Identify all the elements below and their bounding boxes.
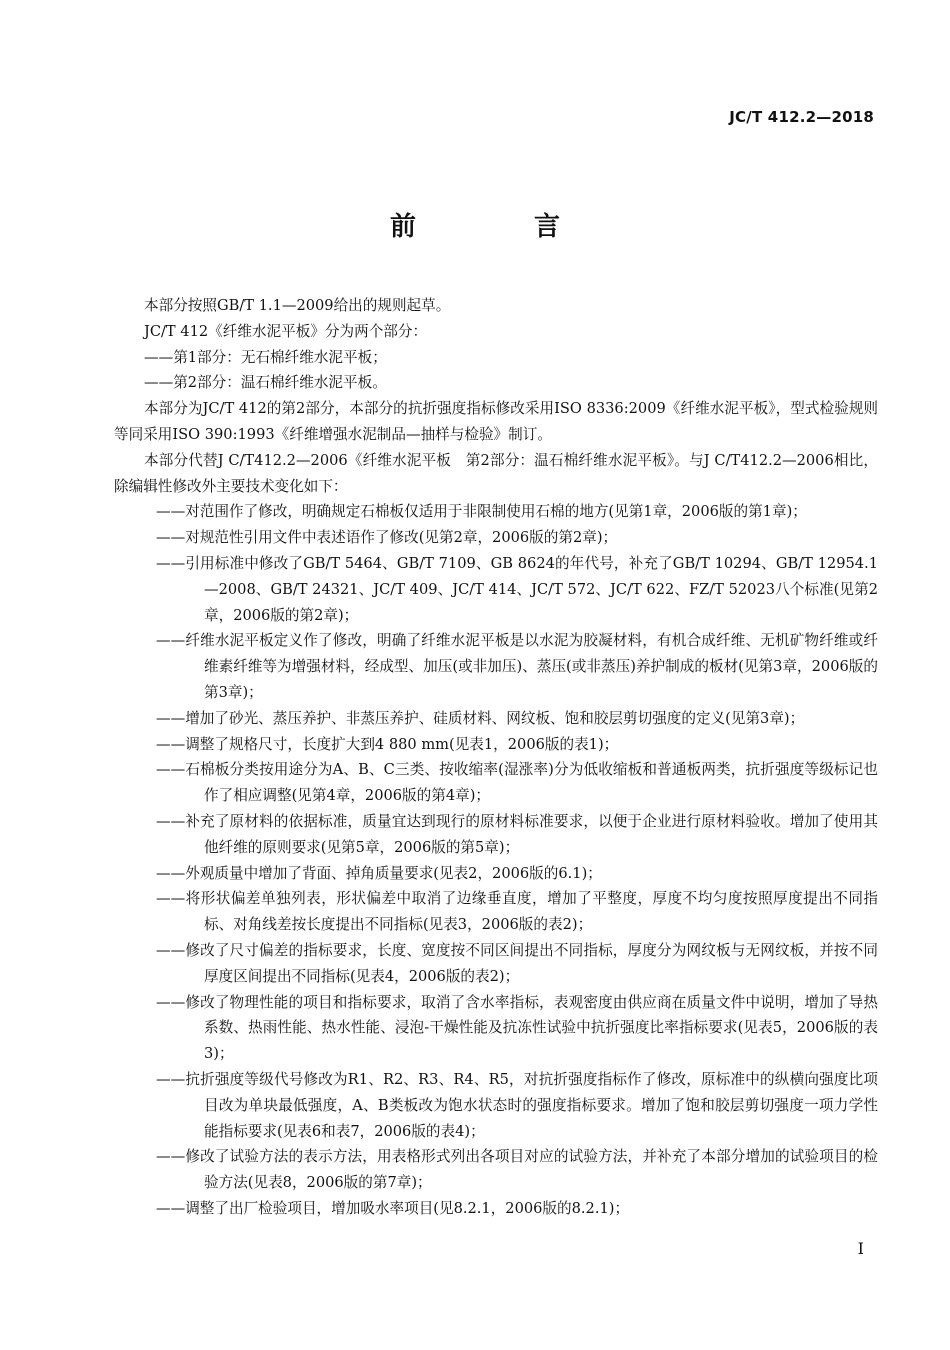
paragraph-part-2: ——第2部分：温石棉纤维水泥平板。 [144,374,387,392]
paragraph-replacement: 本部分代替J C/T412.2—2006《纤维水泥平板 第2部分：温石棉纤维水泥平板》。与J C/T412.2—2006相比，除编辑性修改外主要技术变化如下： [114,451,878,495]
change-item: ——对范围作了修改，明确规定石棉板仅适用于非限制使用石棉的地方(见第1章，2006版的第1章)； [156,503,807,521]
change-item: ——抗折强度等级代号修改为R1、R2、R3、R4、R5，对抗折强度指标作了修改，原标准中的纵横向强度比项目改为单块最低强度，A、B类板改为饱水状态时的强度指标要求。增加了饱和胶层剪切强度一项力学性能指标要求(见表6和表7，2006版的表4)； [156,1070,878,1140]
change-item: ——对规范性引用文件中表述语作了修改(见第2章，2006版的第2章)； [156,529,618,547]
paragraph-parts-intro: JC/T 412《纤维水泥平板》分为两个部分： [144,322,428,340]
change-item: ——增加了砂光、蒸压养护、非蒸压养护、硅质材料、网纹板、饱和胶层剪切强度的定义(见第3章)； [156,709,805,727]
change-item: ——修改了物理性能的项目和指标要求，取消了含水率指标，表观密度由供应商在质量文件中说明，增加了导热系数、热雨性能、热水性能、浸泡-干燥性能及抗冻性试验中抗折强度比率指标要求(见表5，2006版的表3)； [156,993,878,1063]
change-item: ——纤维水泥平板定义作了修改，明确了纤维水泥平板是以水泥为胶凝材料，有机合成纤维、无机矿物纤维或纤维素纤维等为增强材料，经成型、加压(或非加压)、蒸压(或非蒸压)养护制成的板材(见第3章，2006版的第3章)； [156,632,878,701]
change-item: ——调整了规格尺寸，长度扩大到4 880 mm(见表1，2006版的表1)； [156,735,619,753]
paragraph-adoption: 本部分为JC/T 412的第2部分，本部分的抗折强度指标修改采用ISO 8336:2009《纤维水泥平板》，型式检验规则等同采用ISO 390:1993《纤维增强水泥制品—抽样与检验》制订。 [114,400,878,443]
change-item: ——修改了尺寸偏差的指标要求，长度、宽度按不同区间提出不同指标，厚度分为网纹板与无网纹板，并按不同厚度区间提出不同指标(见表4，2006版的表2)； [156,941,878,985]
paragraph-part-1: ——第1部分：无石棉纤维水泥平板； [144,348,387,366]
change-item: ——引用标准中修改了GB/T 5464、GB/T 7109、GB 8624的年代号，补充了GB/T 10294、GB/T 12954.1—2008、GB/T 24321、JC/T 409、JC/T 414、JC/T 572、JC/T 622、FZ/T 52023八个标准(见第2章，2006版的第2章)； [156,554,878,624]
change-item: ——修改了试验方法的表示方法，用表格形式列出各项目对应的试验方法，并补充了本部分增加的试验项目的检验方法(见表8，2006版的第7章)； [156,1148,878,1192]
change-item: ——石棉板分类按用途分为A、B、C三类、按收缩率(湿涨率)分为低收缩板和普通板两类，抗折强度等级标记也作了相应调整(见第4章，2006版的第4章)； [156,761,878,805]
change-item: ——外观质量中增加了背面、掉角质量要求(见表2，2006版的6.1)； [156,864,602,882]
change-item: ——将形状偏差单独列表，形状偏差中取消了边缘垂直度，增加了平整度，厚度不均匀度按照厚度提出不同指标、对角线差按长度提出不同指标(见表3，2006版的表2)； [156,890,878,934]
change-item: ——调整了出厂检验项目，增加吸水率项目(见8.2.1，2006版的8.2.1)； [156,1199,630,1217]
paragraph-drafting-rule: 本部分按照GB/T 1.1—2009给出的规则起草。 [144,297,451,314]
page-title: 前 言 [389,212,606,242]
change-item: ——补充了原材料的依据标准，质量宜达到现行的原材料标准要求，以便于企业进行原材料验收。增加了使用其他纤维的原则要求(见第5章，2006版的第5章)； [156,812,878,856]
standard-code: JC/T 412.2—2018 [729,108,874,126]
document-body [114,293,878,1222]
page-number: I [857,1239,864,1258]
